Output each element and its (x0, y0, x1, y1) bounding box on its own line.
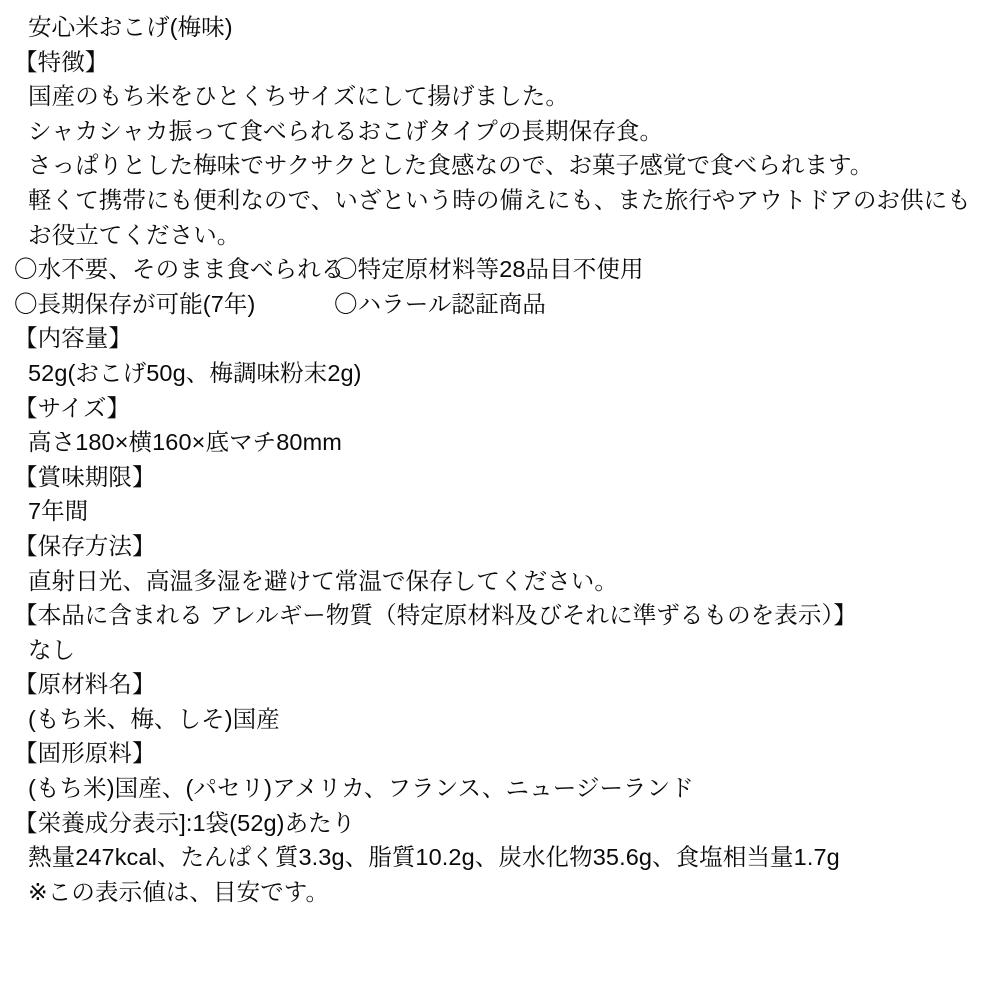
feature-bullet-no-water: 〇水不要、そのまま食べられる (14, 256, 345, 283)
feature-bullet-allergen-free: 〇特定原材料等28品目不使用 (334, 256, 644, 283)
spec-heading-ingredients: 【原材料名】 (14, 671, 156, 698)
spec-value-best-before: 7年間 (28, 498, 89, 525)
spec-heading-storage: 【保存方法】 (14, 532, 156, 559)
features-line-1: 国産のもち米をひとくちサイズにして揚げました。 (28, 83, 569, 110)
nutrition-note: ※この表示値は、目安です。 (28, 878, 330, 905)
spec-value-size: 高さ180×横160×底マチ80mm (28, 429, 342, 456)
product-title: 安心米おこげ(梅味) (28, 14, 233, 40)
spec-heading-allergens: 【本品に含まれる アレルギー物質（特定原材料及びそれに準ずるものを表示）】 (14, 602, 857, 629)
spec-heading-size: 【サイズ】 (14, 394, 131, 421)
nutrition-values: 熱量247kcal、たんぱく質3.3g、脂質10.2g、炭水化物35.6g、食塩相当量1.7g (28, 844, 840, 871)
feature-bullet-halal: 〇ハラール認証商品 (334, 290, 546, 317)
spec-value-solid-materials: (もち米)国産、(パセリ)アメリカ、フランス、ニュージーランド (28, 775, 694, 802)
spec-value-storage: 直射日光、高温多湿を避けて常温で保存してください。 (28, 567, 618, 594)
spec-value-ingredients: (もち米、梅、しそ)国産 (28, 705, 280, 732)
spec-heading-solid-materials: 【固形原料】 (14, 740, 156, 767)
feature-bullet-row (14, 252, 986, 287)
features-line-3: さっぱりとした梅味でサクサクとした食感なので、お菓子感覚で食べられます。 (28, 152, 874, 179)
features-line-5: お役立てください。 (28, 221, 241, 248)
feature-bullet-row (14, 287, 986, 322)
feature-bullet-long-storage: 〇長期保存が可能(7年) (14, 290, 256, 317)
spec-heading-volume: 【内容量】 (14, 325, 132, 352)
features-line-4: 軽くて携帯にも便利なので、いざという時の備えにも、また旅行やアウトドアのお供にも (28, 186, 971, 213)
features-heading: 【特徴】 (14, 48, 109, 75)
spec-heading-best-before: 【賞味期限】 (14, 463, 156, 490)
spec-value-allergens: なし (28, 636, 76, 663)
features-line-2: シャカシャカ振って食べられるおこげタイプの長期保存食。 (28, 117, 664, 144)
spec-value-volume: 52g(おこげ50g、梅調味粉末2g) (28, 359, 362, 386)
nutrition-heading: 【栄養成分表示]:1袋(52g)あたり (14, 809, 356, 836)
